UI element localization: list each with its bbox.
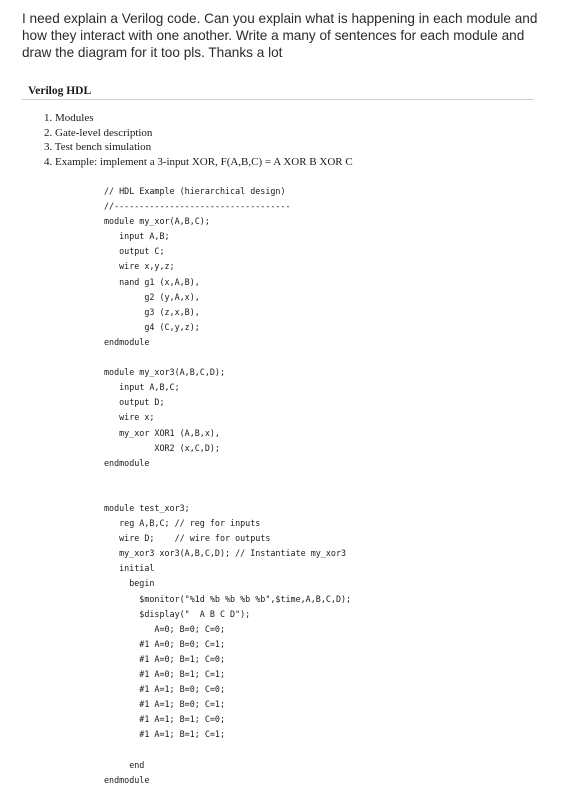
section-divider <box>22 99 534 100</box>
code-line: input A,B; <box>104 231 170 242</box>
code-line: my_xor3 xor3(A,B,C,D); // Instantiate my_xor3 <box>104 548 347 559</box>
topic-list <box>44 111 353 169</box>
code-line: initial <box>104 563 155 574</box>
code-line: wire D; // wire for outputs <box>104 533 271 544</box>
code-line: #1 A=1; B=1; C=1; <box>104 729 226 740</box>
code-line: module my_xor(A,B,C); <box>104 216 210 227</box>
code-line: wire x,y,z; <box>104 261 175 272</box>
code-line: end <box>104 759 145 770</box>
code-line: #1 A=0; B=1; C=1; <box>104 669 226 679</box>
code-line: output C; <box>104 246 165 257</box>
code-line: #1 A=1; B=0; C=0; <box>104 684 226 695</box>
code-line: g2 (y,A,x), <box>104 291 200 302</box>
topic-item-modules: 1. Modules <box>44 112 94 124</box>
verilog-code-block <box>104 184 351 788</box>
question-text: I need explain a Verilog code. Can you explain what is happening in each module and how they interact with one another. Write a many of sentences for each module and draw the diagram for it too pls. Thanks a lot <box>22 11 538 60</box>
code-line: endmodule <box>104 774 150 785</box>
code-line <box>104 742 351 757</box>
code-line: //----------------------------------- <box>104 201 291 212</box>
code-line <box>104 486 351 501</box>
code-line: my_xor XOR1 (A,B,x), <box>104 427 220 438</box>
code-line <box>104 350 351 365</box>
code-line: #1 A=0; B=1; C=0; <box>104 653 226 664</box>
section-title: Verilog HDL <box>28 85 92 97</box>
code-line: endmodule <box>104 457 150 468</box>
code-line: #1 A=0; B=0; C=1; <box>104 638 226 649</box>
topic-item-test-bench: 3. Test bench simulation <box>44 141 152 154</box>
code-line: input A,B,C; <box>104 382 180 393</box>
code-line: #1 A=1; B=0; C=1; <box>104 699 226 710</box>
topic-item-example: 4. Example: implement a 3-input XOR, F(A,B,C) = A XOR B XOR C <box>44 155 353 168</box>
code-line: module test_xor3; <box>104 502 190 513</box>
code-line: XOR2 (x,C,D); <box>104 442 220 453</box>
code-line: module my_xor3(A,B,C,D); <box>104 367 226 378</box>
code-line: wire x; <box>104 412 155 423</box>
code-line: $display(" A B C D"); <box>104 608 251 619</box>
code-line: A=0; B=0; C=0; <box>104 623 226 634</box>
code-line: output D; <box>104 397 165 408</box>
code-line: #1 A=1; B=1; C=0; <box>104 714 226 725</box>
code-line <box>104 471 351 486</box>
code-line: // HDL Example (hierarchical design) <box>104 186 286 196</box>
code-line: g3 (z,x,B), <box>104 306 200 317</box>
code-line: nand g1 (x,A,B), <box>104 276 200 287</box>
code-line: g4 (C,y,z); <box>104 321 200 332</box>
code-line: begin <box>104 578 155 589</box>
topic-item-gate-level: 2. Gate-level description <box>44 126 153 139</box>
code-line: endmodule <box>104 336 150 347</box>
code-line: reg A,B,C; // reg for inputs <box>104 518 261 529</box>
code-line: $monitor("%1d %b %b %b %b",$time,A,B,C,D); <box>104 593 352 604</box>
